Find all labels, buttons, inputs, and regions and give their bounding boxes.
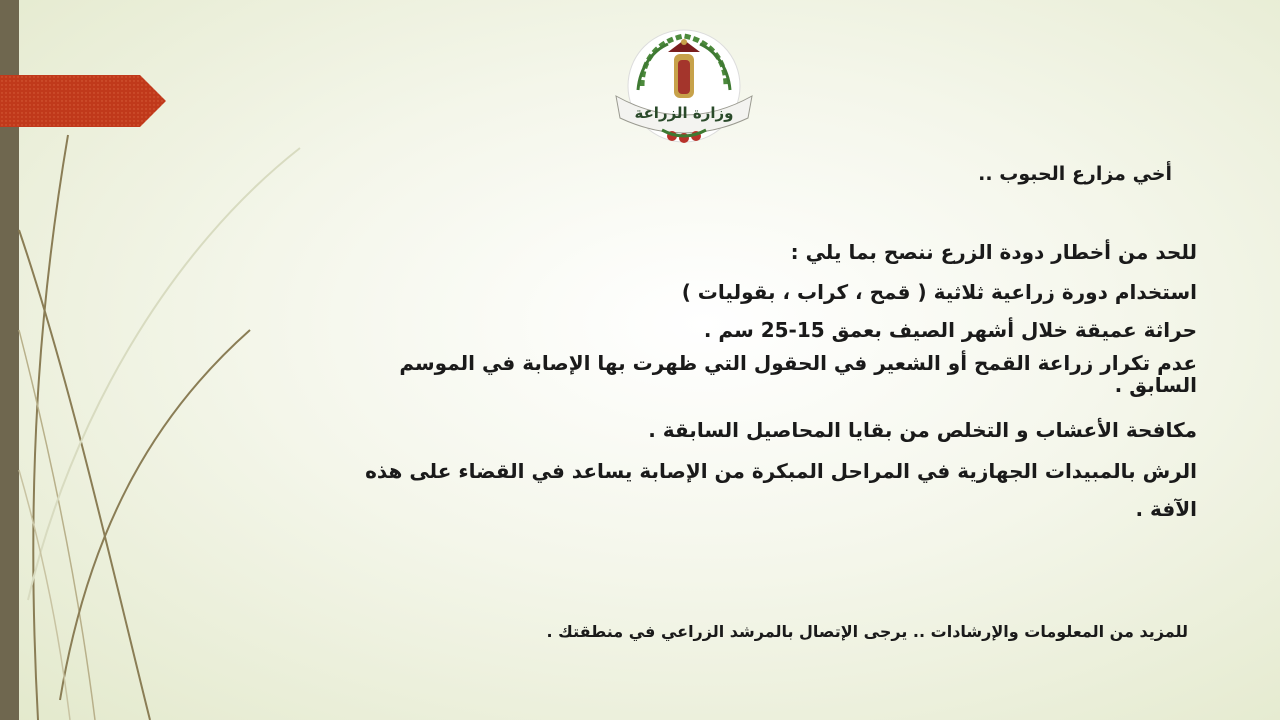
greeting-heading: أخي مزارع الحبوب .. [978, 163, 1172, 185]
advice-item: استخدام دورة زراعية ثلاثية ( قمح ، كراب ، بقوليات ) [681, 280, 1197, 304]
advice-item: عدم تكرار زراعة القمح أو الشعير في الحقول التي ظهرت بها الإصابة في الموسم السابق . [399, 351, 1197, 397]
advice-item: الرش بالمبيدات الجهازية في المراحل المبكرة من الإصابة يساعد في القضاء على هذه الآفة . [365, 459, 1197, 521]
logo-text: وزارة الزراعة [634, 104, 734, 122]
decorative-curves [0, 0, 320, 720]
ministry-logo [612, 26, 756, 148]
intro-text: للحد من أخطار دودة الزرع ننصح بما يلي : [790, 240, 1197, 264]
advice-item: حراثة عميقة خلال أشهر الصيف بعمق 15-25 سم . [703, 318, 1197, 342]
footer-note: للمزيد من المعلومات والإرشادات .. يرجى الإتصال بالمرشد الزراعي في منطقتك . [546, 622, 1188, 641]
advice-item: مكافحة الأعشاب و التخلص من بقايا المحاصيل السابقة . [648, 418, 1197, 442]
